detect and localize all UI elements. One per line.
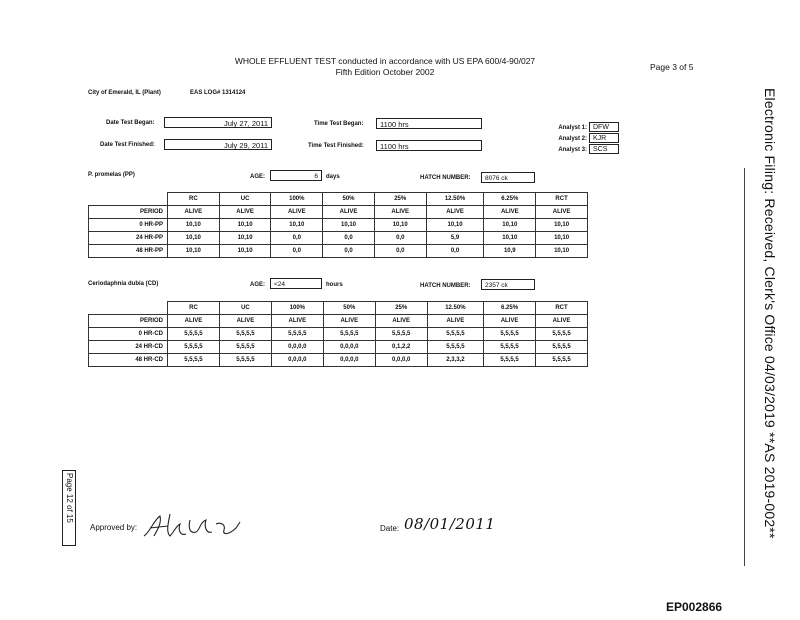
pp-row-48hr [89,245,588,258]
pp-status-row [89,206,588,219]
pp-data-cell: 10,10 [323,219,375,232]
pp-status-cell: ALIVE [484,206,536,219]
analyst-1-label: Analyst 1: [558,125,587,131]
analyst-3-label: Analyst 3: [558,147,587,153]
pp-results-table [88,192,588,258]
cd-data-cell: 0,0,0,0 [271,354,323,367]
cd-data-cell: 5,5,5,5 [484,354,536,367]
cd-column-header-row [89,302,588,315]
cd-status-cell: ALIVE [536,315,588,328]
cd-data-cell: 5,5,5,5 [427,341,483,354]
cd-status-row [89,315,588,328]
pp-status-cell: ALIVE [219,206,271,219]
cd-data-cell: 5,5,5,5 [536,328,588,341]
date-finished-label: Date Test Finished: [100,142,155,148]
pp-col-header: UC [219,193,271,206]
time-began-label: Time Test Began: [314,121,364,127]
pp-data-cell: 0,0 [426,245,484,258]
time-finished-value: 1100 hrs [376,140,482,151]
analyst-2-value: KJR [589,133,619,143]
cd-results-table [88,301,588,367]
pp-hatch-value: 8076 ck [481,172,535,183]
cd-data-cell: 5,5,5,5 [484,328,536,341]
cd-age-label: AGE: [250,282,265,288]
plant-name: City of Emerald, IL (Plant) [88,90,161,96]
pp-data-cell: 10,10 [271,219,323,232]
pp-period-cell: 48 HR-PP [89,245,168,258]
pp-column-header-row [89,193,588,206]
cd-hatch-value: 2357 ck [481,279,535,290]
electronic-filing-text: Electronic Filing: Received, Clerk's Office 04/03/2019 **AS 2019-002** [762,88,778,539]
title-line-1: WHOLE EFFLUENT TEST conducted in accordance with US EPA 600/4-90/027 [234,56,536,66]
cd-row-24hr [89,341,588,354]
stamp-divider [744,168,745,566]
pp-age-label: AGE: [250,174,265,180]
page-number: Page 3 of 5 [650,62,694,72]
cd-col-header: 50% [323,302,375,315]
cd-species-label: Ceriodaphnia dubia (CD) [88,281,159,287]
date-label: Date: [380,524,400,533]
document-title [190,56,580,78]
cd-data-cell: 5,5,5,5 [536,341,588,354]
pp-data-cell: 10,10 [219,245,271,258]
approved-by-label: Approved by: [90,523,138,532]
pp-status-cell: ALIVE [536,206,588,219]
cd-col-header: 12.50% [427,302,483,315]
pp-data-cell: 0,0 [374,232,426,245]
cd-data-cell: 5,5,5,5 [427,328,483,341]
cd-col-header: 100% [271,302,323,315]
pp-data-cell: 0,0 [374,245,426,258]
cd-data-cell: 5,5,5,5 [219,328,271,341]
cd-data-cell: 5,5,5,5 [219,341,271,354]
cd-data-cell: 0,0,0,0 [323,341,375,354]
pp-col-header: RC [168,193,220,206]
cd-data-cell: 5,5,5,5 [375,328,427,341]
pp-col-header: 25% [374,193,426,206]
pp-data-cell: 10,10 [484,232,536,245]
cd-data-cell: 2,3,3,2 [427,354,483,367]
cd-row-0hr [89,328,588,341]
cd-data-cell: 0,0,0,0 [271,341,323,354]
pp-period-label: PERIOD [89,206,168,219]
cd-period-cell: 48 HR-CD [89,354,168,367]
cd-status-cell: ALIVE [219,315,271,328]
cd-row-48hr [89,354,588,367]
pp-col-header: RCT [536,193,588,206]
cd-col-header: UC [219,302,271,315]
cd-col-header: RCT [536,302,588,315]
pp-data-cell: 10,10 [219,219,271,232]
cd-col-header: 25% [375,302,427,315]
cd-period-cell: 24 HR-CD [89,341,168,354]
pp-data-cell: 10,10 [374,219,426,232]
pp-data-cell: 10,10 [219,232,271,245]
pp-row-24hr [89,232,588,245]
page-stamp [62,470,76,546]
cd-data-cell: 5,5,5,5 [271,328,323,341]
approver-signature [140,506,250,542]
pp-data-cell: 10,10 [536,232,588,245]
pp-data-cell: 10,10 [536,245,588,258]
pp-corner-cell [89,193,168,206]
cd-data-cell: 5,5,5,5 [168,328,220,341]
pp-data-cell: 10,9 [484,245,536,258]
pp-col-header: 100% [271,193,323,206]
cd-period-label: PERIOD [89,315,168,328]
cd-status-cell: ALIVE [323,315,375,328]
cd-data-cell: 5,5,5,5 [168,354,220,367]
pp-data-cell: 0,0 [323,232,375,245]
pp-status-cell: ALIVE [426,206,484,219]
pp-status-cell: ALIVE [374,206,426,219]
time-began-value: 1100 hrs [376,118,482,129]
pp-age-unit: days [326,174,340,180]
date-began-value: July 27, 2011 [164,117,272,128]
pp-data-cell: 0,0 [271,245,323,258]
pp-col-header: 50% [323,193,375,206]
cd-age-unit: hours [326,282,343,288]
pp-status-cell: ALIVE [323,206,375,219]
pp-data-cell: 10,10 [168,232,220,245]
cd-status-cell: ALIVE [168,315,220,328]
title-line-2: Fifth Edition October 2002 [335,67,435,77]
cd-corner-cell [89,302,168,315]
analyst-2-label: Analyst 2: [558,136,587,142]
cd-status-cell: ALIVE [271,315,323,328]
pp-period-cell: 0 HR-PP [89,219,168,232]
cd-age-value: <24 [270,278,322,289]
date-finished-value: July 29, 2011 [164,139,272,150]
document-number: EP002866 [666,600,723,614]
electronic-filing-stamp [758,88,778,558]
analyst-3-value: SCS [589,144,619,154]
pp-hatch-label: HATCH NUMBER: [420,175,471,181]
cd-data-cell: 0,1,2,2 [375,341,427,354]
pp-data-cell: 10,10 [168,219,220,232]
pp-data-cell: 10,10 [536,219,588,232]
time-finished-label: Time Test Finished: [308,143,364,149]
approval-date: 08/01/2011 [404,515,496,533]
cd-hatch-label: HATCH NUMBER: [420,283,471,289]
cd-status-cell: ALIVE [375,315,427,328]
pp-data-cell: 10,10 [426,219,484,232]
pp-period-cell: 24 HR-PP [89,232,168,245]
cd-data-cell: 0,0,0,0 [323,354,375,367]
pp-data-cell: 5,9 [426,232,484,245]
pp-species-label: P. promelas (PP) [88,172,135,178]
pp-data-cell: 0,0 [323,245,375,258]
pp-data-cell: 0,0 [271,232,323,245]
cd-data-cell: 5,5,5,5 [168,341,220,354]
cd-period-cell: 0 HR-CD [89,328,168,341]
cd-col-header: RC [168,302,220,315]
cd-data-cell: 5,5,5,5 [323,328,375,341]
pp-row-0hr [89,219,588,232]
date-began-label: Date Test Began: [106,120,155,126]
page-stamp-text: Page 12 of 15 [65,473,74,523]
pp-col-header: 6.25% [484,193,536,206]
analyst-1-value: DFW [589,122,619,132]
eas-log: EAS LOG# 1314124 [190,90,246,96]
pp-status-cell: ALIVE [168,206,220,219]
cd-data-cell: 5,5,5,5 [484,341,536,354]
pp-col-header: 12.50% [426,193,484,206]
pp-data-cell: 10,10 [484,219,536,232]
cd-data-cell: 0,0,0,0 [375,354,427,367]
cd-col-header: 6.25% [484,302,536,315]
pp-data-cell: 10,10 [168,245,220,258]
cd-data-cell: 5,5,5,5 [219,354,271,367]
cd-data-cell: 5,5,5,5 [536,354,588,367]
cd-status-cell: ALIVE [427,315,483,328]
cd-status-cell: ALIVE [484,315,536,328]
pp-status-cell: ALIVE [271,206,323,219]
pp-age-value: 6 [270,170,322,181]
